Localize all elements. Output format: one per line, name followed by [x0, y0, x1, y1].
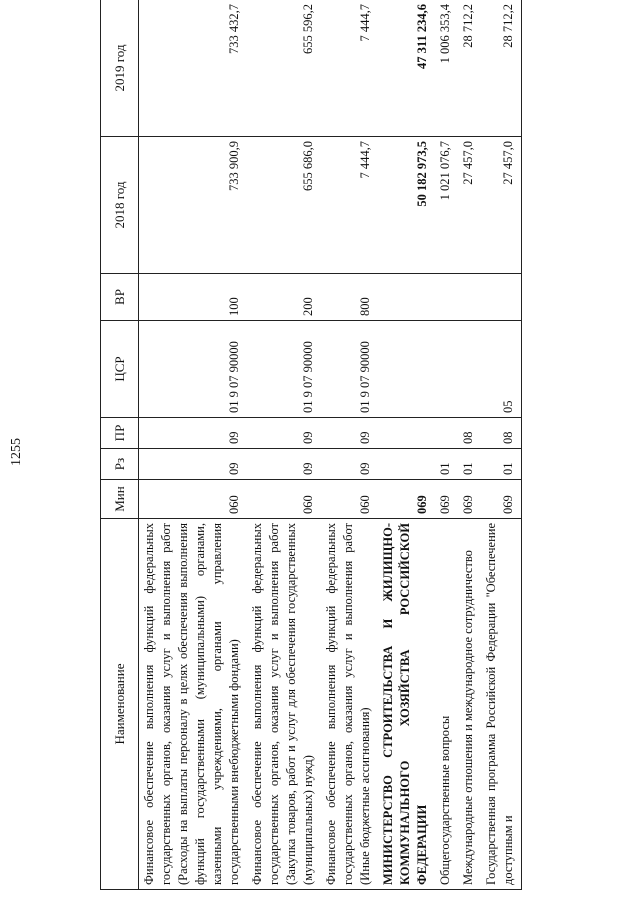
table-row [321, 0, 378, 890]
row-vr [458, 274, 481, 321]
table-row [435, 0, 458, 890]
row-2019: 655 596,2 [247, 0, 321, 137]
row-2019: 47 311 234,6 [378, 0, 435, 137]
row-2019: 1 006 353,4 [435, 0, 458, 137]
row-rz: 09 [321, 449, 378, 480]
row-rz: 01 [435, 449, 458, 480]
row-2018: 733 900,9 [139, 137, 248, 274]
row-vr [481, 274, 522, 321]
page-number [8, 422, 26, 482]
row-name: Международные отношения и международное сотрудничество [458, 519, 481, 890]
row-2018: 655 686,0 [247, 137, 321, 274]
row-name: Государственная программа Российской Федерации "Обеспечение доступным и [481, 519, 522, 890]
table-row [139, 0, 248, 890]
row-csr: 01 9 07 90000 [139, 321, 248, 418]
page-number-text: 1255 [9, 438, 24, 466]
row-name: Финансовое обеспечение выполнения функций федеральных государственных органов, оказания услуг и выполнения работ (Расходы на выплаты персоналу в целях обеспечения выполнения функций государственными (муниципальными) органами, казенными учреждениями, органами управления государственными внебюджетными фондами) [139, 519, 248, 890]
header-2018: 2018 год [101, 137, 139, 274]
table-row [481, 0, 522, 890]
row-rz: 09 [247, 449, 321, 480]
row-pr: 09 [139, 418, 248, 449]
row-2018: 27 457,0 [481, 137, 522, 274]
row-2018: 50 182 973,5 [378, 137, 435, 274]
row-2019: 28 712,2 [481, 0, 522, 137]
row-vr: 100 [139, 274, 248, 321]
row-name: Финансовое обеспечение выполнения функций федеральных государственных органов, оказания услуг и выполнения работ (Закупка товаров, работ и услуг для обеспечения государственных (муниципальных) нужд) [247, 519, 321, 890]
row-min: 069 [435, 480, 458, 519]
row-pr: 08 [458, 418, 481, 449]
row-min: 069 [481, 480, 522, 519]
row-min: 069 [458, 480, 481, 519]
row-pr: 08 [481, 418, 522, 449]
header-row [101, 0, 139, 890]
header-min: Мин [101, 480, 139, 519]
row-rz [378, 449, 435, 480]
row-2019: 7 444,7 [321, 0, 378, 137]
row-name: МИНИСТЕРСТВО СТРОИТЕЛЬСТВА И ЖИЛИЩНО-КОММУНАЛЬНОГО ХОЗЯЙСТВА РОССИЙСКОЙ ФЕДЕРАЦИИ [378, 519, 435, 890]
row-vr: 200 [247, 274, 321, 321]
row-2018: 7 444,7 [321, 137, 378, 274]
row-csr [458, 321, 481, 418]
row-min: 060 [139, 480, 248, 519]
row-pr [378, 418, 435, 449]
header-vr: ВР [101, 274, 139, 321]
row-csr [378, 321, 435, 418]
row-csr: 01 9 07 90000 [321, 321, 378, 418]
row-name: Финансовое обеспечение выполнения функций федеральных государственных органов, оказания услуг и выполнения работ (Иные бюджетные ассигнования) [321, 519, 378, 890]
row-2019: 733 432,7 [139, 0, 248, 137]
row-2018: 1 021 076,7 [435, 137, 458, 274]
budget-table [100, 0, 522, 890]
row-2019: 28 712,2 [458, 0, 481, 137]
row-vr [435, 274, 458, 321]
table-row [458, 0, 481, 890]
row-pr: 09 [247, 418, 321, 449]
row-min: 060 [247, 480, 321, 519]
row-rz: 09 [139, 449, 248, 480]
header-2019: 2019 год [101, 0, 139, 137]
row-2018: 27 457,0 [458, 137, 481, 274]
header-csr: ЦСР [101, 321, 139, 418]
budget-table-sheet [100, 4, 633, 890]
table-row [247, 0, 321, 890]
row-vr: 800 [321, 274, 378, 321]
row-vr [378, 274, 435, 321]
row-rz: 01 [481, 449, 522, 480]
table-row [378, 0, 435, 890]
row-pr [435, 418, 458, 449]
row-pr: 09 [321, 418, 378, 449]
header-rz: Рз [101, 449, 139, 480]
header-pr: ПР [101, 418, 139, 449]
row-name: Общегосударственные вопросы [435, 519, 458, 890]
row-csr [435, 321, 458, 418]
row-csr: 01 9 07 90000 [247, 321, 321, 418]
row-min: 069 [378, 480, 435, 519]
row-rz: 01 [458, 449, 481, 480]
header-name: Наименование [101, 519, 139, 890]
row-min: 060 [321, 480, 378, 519]
row-csr: 05 [481, 321, 522, 418]
